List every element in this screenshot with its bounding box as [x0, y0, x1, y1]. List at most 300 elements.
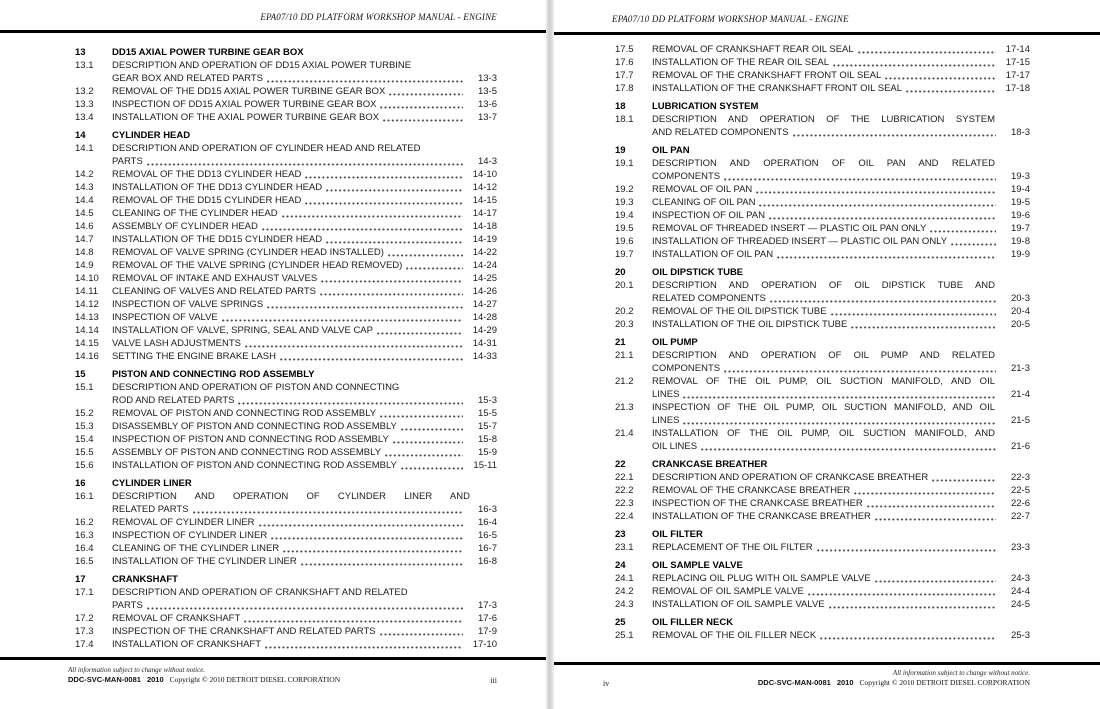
toc-section-number: 14: [75, 130, 86, 141]
footer-doc-year: 2010: [836, 678, 854, 687]
toc-entry-line: [75, 168, 497, 181]
toc-entry-title: INSTALLATION OF THE CYLINDER LINER: [112, 556, 297, 567]
toc-section-number: 16: [75, 478, 86, 489]
toc-entry-page: 14-22: [472, 247, 497, 258]
toc-section-20: [615, 266, 1030, 331]
toc-entry-page: 14-12: [472, 182, 497, 193]
toc-entry-line: [75, 285, 497, 298]
toc-entry-page: 19-6: [1010, 210, 1030, 221]
toc-entry-title: INSTALLATION OF THE OIL PUMP, OIL SUCTION MANIFOLD, AND: [652, 428, 995, 439]
toc-entry-number: 13.4: [75, 112, 94, 123]
toc-entry-line: [75, 516, 497, 529]
toc-entry-page: 15-11: [473, 460, 497, 471]
toc-entry: [75, 625, 497, 638]
toc-entry-line: [615, 585, 1030, 598]
toc-entry-title: REMOVAL OF THE DD15 CYLINDER HEAD: [112, 195, 302, 206]
toc-entry-line: [615, 292, 1030, 305]
toc-entry-title: REMOVAL OF THE OIL FILLER NECK: [652, 630, 817, 641]
leader-dots: [326, 241, 463, 244]
leader-dots: [820, 637, 996, 640]
toc-entry-line: [615, 126, 1030, 139]
toc-entry-page: 25-3: [1010, 630, 1030, 641]
toc-entry-title: INSPECTION OF VALVE: [112, 312, 218, 323]
toc-entry: [615, 427, 1030, 453]
toc-entry-number: 13.2: [75, 86, 94, 97]
leader-dots: [858, 51, 996, 54]
toc-section-title: OIL PAN: [652, 145, 690, 156]
toc-section-heading: [615, 559, 1030, 572]
leader-dots: [245, 345, 463, 348]
toc-entry-title: INSTALLATION OF VALVE, SPRING, SEAL AND VALVE CAP: [112, 325, 373, 336]
toc-entry-title: DESCRIPTION AND OPERATION OF OIL PAN AND RELATED: [652, 158, 995, 169]
toc-section-17: [75, 573, 497, 651]
toc-entry: [75, 516, 497, 529]
toc-entry: [615, 375, 1030, 401]
toc-entry-page: 24-4: [1010, 586, 1030, 597]
toc-entry-title: CLEANING OF VALVES AND RELATED PARTS: [112, 286, 316, 297]
toc-entry-page: 13-7: [477, 112, 497, 123]
toc-entry-line: [75, 638, 497, 651]
toc-entry-number: [615, 388, 652, 401]
toc-entry-page: 17-6: [477, 613, 497, 624]
toc-entry-title: INSTALLATION OF THE REAR OIL SEAL: [652, 57, 830, 68]
toc-entry-page: 15-9: [477, 447, 497, 458]
toc-entry-number: 14.16: [75, 351, 99, 362]
leader-dots: [388, 254, 463, 257]
toc-entry-number: 14.4: [75, 195, 94, 206]
leader-dots: [793, 134, 996, 137]
toc-entry: [615, 497, 1030, 510]
toc-entry-line: [615, 305, 1030, 318]
toc-entry-title: INSTALLATION OF THE DD13 CYLINDER HEAD: [112, 182, 323, 193]
toc-entry-page: 13-6: [477, 99, 497, 110]
toc-entry: [615, 349, 1030, 375]
toc-entry: [75, 111, 497, 124]
toc-entry-page: 20-5: [1010, 319, 1030, 330]
toc-entry-number: 17.2: [75, 613, 94, 624]
toc-entry-title: INSTALLATION OF THREADED INSERT — PLASTIC OIL PAN ONLY: [652, 236, 948, 247]
toc-entry: [75, 459, 497, 472]
toc-entry-page: 17-3: [477, 600, 497, 611]
toc-entry-line: [75, 194, 497, 207]
toc-section-heading: [615, 100, 1030, 113]
toc-entry-number: 21.3: [615, 402, 634, 413]
page-gutter: [546, 0, 554, 709]
toc-section-title: OIL FILLER NECK: [652, 617, 734, 628]
toc-entry-title: AND RELATED COMPONENTS: [652, 127, 789, 138]
toc-entry-page: 21-3: [1010, 363, 1030, 374]
leader-dots: [267, 306, 463, 309]
toc-entry-number: 14.12: [75, 299, 99, 310]
toc-entry-title: INSTALLATION OF THE OIL DIPSTICK TUBE: [652, 319, 848, 330]
toc-entry-title: REPLACING OIL PLUG WITH OIL SAMPLE VALVE: [652, 573, 871, 584]
toc-entry-number: 16.4: [75, 543, 94, 554]
toc-entry-title: DESCRIPTION AND OPERATION OF THE LUBRICATION SYSTEM: [652, 114, 995, 125]
leader-dots: [906, 90, 996, 93]
toc-column-right: [615, 43, 1030, 642]
toc-entry-line: [75, 181, 497, 194]
toc-entry-number: 19.6: [615, 236, 634, 247]
toc-entry-number: 14.2: [75, 169, 94, 180]
toc-entry-title: ROD AND RELATED PARTS: [112, 395, 235, 406]
toc-section-title: LUBRICATION SYSTEM: [652, 101, 759, 112]
toc-entry-page: 19-9: [1010, 249, 1030, 260]
toc-entry-line: [615, 497, 1030, 510]
toc-entry-number: [615, 126, 652, 139]
toc-entry-line: [615, 510, 1030, 523]
toc-section-18: [615, 100, 1030, 139]
toc-entry-page: 14-24: [472, 260, 497, 271]
toc-entry-number: 20.2: [615, 306, 634, 317]
toc-entry-number: 14.8: [75, 247, 94, 258]
toc-entry-number: 24.1: [615, 573, 634, 584]
leader-dots: [759, 204, 996, 207]
toc-section-title: DD15 AXIAL POWER TURBINE GEAR BOX: [112, 47, 304, 58]
toc-section-title: CYLINDER LINER: [112, 478, 192, 489]
toc-entry-line: [615, 471, 1030, 484]
footer-notice: All information subject to change without notice.: [892, 669, 1030, 677]
toc-entry-number: 19.2: [615, 184, 634, 195]
toc-section-title: PISTON AND CONNECTING ROD ASSEMBLY: [112, 369, 315, 380]
toc-section-heading: [615, 336, 1030, 349]
toc-section-25: [615, 616, 1030, 642]
toc-entry-line: [75, 446, 497, 459]
toc-entry-number: [75, 599, 112, 612]
toc-entry-title: CLEANING OF OIL PAN: [652, 197, 756, 208]
toc-entry-number: 15.6: [75, 460, 94, 471]
leader-dots: [867, 505, 996, 508]
toc-entry-number: 19.7: [615, 249, 634, 260]
leader-dots: [777, 256, 996, 259]
toc-entry-number: 22.1: [615, 472, 634, 483]
header-rule-right: [554, 32, 1100, 35]
footer-copyright: Copyright © 2010 DETROIT DIESEL CORPORATION: [169, 675, 341, 684]
toc-entry-title: INSPECTION OF THE CRANKSHAFT AND RELATED PARTS: [112, 626, 376, 637]
toc-entry-page: 14-19: [472, 234, 497, 245]
toc-entry-line: [615, 183, 1030, 196]
leader-dots: [377, 332, 463, 335]
leader-dots: [393, 441, 463, 444]
toc-entry-line: [75, 111, 497, 124]
toc-entry-page: 14-25: [472, 273, 497, 284]
toc-entry-title: REMOVAL OF CRANKSHAFT: [112, 613, 241, 624]
toc-entry: [615, 222, 1030, 235]
toc-entry-number: 19.3: [615, 197, 634, 208]
toc-entry-title: SETTING THE ENGINE BRAKE LASH: [112, 351, 277, 362]
toc-entry-page: 14-17: [472, 208, 497, 219]
toc-entry-page: 13-5: [477, 86, 497, 97]
toc-entry-line: [615, 572, 1030, 585]
toc-entry-line: [75, 503, 497, 516]
toc-section-14: [75, 129, 497, 363]
toc-entry-title: DESCRIPTION AND OPERATION OF OIL PUMP AND RELATED: [652, 350, 995, 361]
toc-entry-number: 16.5: [75, 556, 94, 567]
toc-entry: [75, 542, 497, 555]
header-rule-left: [0, 30, 546, 33]
leader-dots: [262, 228, 463, 231]
toc-entry-line: [75, 529, 497, 542]
toc-entry-title: INSPECTION OF THE CRANKCASE BREATHER: [652, 498, 863, 509]
toc-entry-number: 19.1: [615, 158, 634, 169]
toc-section-number: 23: [615, 529, 626, 540]
toc-entry-page: 14-29: [472, 325, 497, 336]
toc-entry-number: [615, 440, 652, 453]
toc-entry-line: [75, 246, 497, 259]
leader-dots: [326, 189, 463, 192]
toc-entry-number: [615, 414, 652, 427]
toc-entry-line: [75, 433, 497, 446]
toc-entry: [75, 586, 497, 612]
leader-dots: [147, 607, 463, 610]
toc-entry-title: GEAR BOX AND RELATED PARTS: [112, 73, 263, 84]
toc-entry-number: [615, 292, 652, 305]
toc-entry-number: 15.3: [75, 421, 94, 432]
toc-section-number: 25: [615, 617, 626, 628]
toc-entry-line: [615, 222, 1030, 235]
toc-entry: [615, 471, 1030, 484]
toc-entry-page: 15-8: [477, 434, 497, 445]
toc-entry-line: [75, 599, 497, 612]
toc-entry: [615, 82, 1030, 95]
toc-entry-line: [75, 381, 497, 394]
leader-dots: [854, 492, 996, 495]
toc-entry: [615, 510, 1030, 523]
toc-entry-number: [75, 72, 112, 85]
leader-dots: [265, 646, 463, 649]
toc-entry-title: OIL LINES: [652, 441, 698, 452]
page-number: iii: [490, 676, 497, 685]
toc-entry-line: [615, 248, 1030, 261]
toc-section-heading: [615, 528, 1030, 541]
toc-entry-number: 16.1: [75, 491, 94, 502]
leader-dots: [320, 293, 463, 296]
leader-dots: [283, 550, 463, 553]
toc-entry-title: INSTALLATION OF OIL PAN: [652, 249, 774, 260]
toc-entry-page: 17-18: [1005, 83, 1030, 94]
toc-entry-number: 19.5: [615, 223, 634, 234]
toc-entry-number: 17.7: [615, 70, 634, 81]
toc-section-number: 13: [75, 47, 86, 58]
toc-section-title: CRANKCASE BREATHER: [652, 459, 768, 470]
toc-entry-page: 16-8: [477, 556, 497, 567]
toc-entry-number: 14.13: [75, 312, 99, 323]
toc-section-heading: [75, 46, 497, 59]
toc-entry-page: 21-5: [1010, 415, 1030, 426]
leader-dots: [831, 313, 996, 316]
leader-dots: [951, 243, 996, 246]
footer-notice: All information subject to change without notice.: [68, 666, 206, 674]
toc-entry-page: 24-3: [1010, 573, 1030, 584]
toc-entry-number: 14.14: [75, 325, 99, 336]
leader-dots: [701, 448, 996, 451]
toc-entry-title: REMOVAL OF THE CRANKCASE BREATHER: [652, 485, 851, 496]
toc-entry-line: [75, 85, 497, 98]
toc-section-continued: [615, 43, 1030, 95]
toc-entry-page: 13-3: [477, 73, 497, 84]
leader-dots: [305, 176, 463, 179]
toc-entry-number: 17.3: [75, 626, 94, 637]
toc-entry-number: [75, 503, 112, 516]
toc-entry-title: ASSEMBLY OF PISTON AND CONNECTING ROD ASSEMBLY: [112, 447, 382, 458]
toc-section-heading: [75, 573, 497, 586]
toc-entry-number: 17.4: [75, 639, 94, 650]
toc-section-heading: [75, 129, 497, 142]
toc-entry-number: 14.6: [75, 221, 94, 232]
toc-entry-line: [615, 349, 1030, 362]
toc-entry-page: 21-4: [1010, 389, 1030, 400]
toc-entry-page: 19-4: [1010, 184, 1030, 195]
toc-entry-title: INSPECTION OF VALVE SPRINGS: [112, 299, 264, 310]
page-number: iv: [603, 679, 610, 688]
toc-entry-page: 17-15: [1005, 57, 1030, 68]
toc-entry: [75, 638, 497, 651]
toc-entry-line: [75, 72, 497, 85]
toc-entry-line: [75, 420, 497, 433]
toc-entry-page: 18-3: [1010, 127, 1030, 138]
toc-section-title: OIL FILTER: [652, 529, 703, 540]
toc-entry-line: [615, 43, 1030, 56]
toc-entry-page: 22-7: [1010, 511, 1030, 522]
running-header-right: EPA07/10 DD PLATFORM WORKSHOP MANUAL - ENGINE: [612, 14, 849, 24]
toc-entry: [75, 420, 497, 433]
toc-entry-line: [75, 459, 497, 472]
leader-dots: [683, 396, 996, 399]
toc-entry-title: REMOVAL OF THE DD15 AXIAL POWER TURBINE GEAR BOX: [112, 86, 386, 97]
toc-entry-title: COMPONENTS: [652, 363, 721, 374]
toc-entry-line: [75, 298, 497, 311]
toc-entry-title: REMOVAL OF VALVE SPRING (CYLINDER HEAD INSTALLED): [112, 247, 384, 258]
toc-entry-number: 24.3: [615, 599, 634, 610]
toc-entry-title: LINES: [652, 415, 680, 426]
toc-entry-page: 22-6: [1010, 498, 1030, 509]
toc-entry-title: INSPECTION OF THE OIL PUMP, OIL SUCTION MANIFOLD, AND OIL: [652, 402, 995, 413]
toc-entry-number: 17.1: [75, 587, 94, 598]
toc-entry-number: 19.4: [615, 210, 634, 221]
toc-entry: [75, 555, 497, 568]
toc-entry: [75, 168, 497, 181]
toc-entry: [615, 43, 1030, 56]
toc-entry-line: [615, 388, 1030, 401]
toc-section-number: 19: [615, 145, 626, 156]
toc-entry-line: [75, 142, 497, 155]
toc-section-19: [615, 144, 1030, 261]
toc-entry-line: [75, 324, 497, 337]
leader-dots: [147, 163, 463, 166]
toc-entry-line: [75, 233, 497, 246]
toc-entry: [75, 207, 497, 220]
toc-entry-title: REMOVAL OF THREADED INSERT — PLASTIC OIL PAN ONLY: [652, 223, 927, 234]
toc-entry-title: REMOVAL OF OIL PAN: [652, 184, 753, 195]
leader-dots: [280, 358, 463, 361]
toc-entry-number: 25.1: [615, 630, 634, 641]
toc-entry-number: 20.3: [615, 319, 634, 330]
toc-entry-page: 17-10: [472, 639, 497, 650]
toc-entry-title: LINES: [652, 389, 680, 400]
leader-dots: [259, 524, 463, 527]
toc-entry-title: ASSEMBLY OF CYLINDER HEAD: [112, 221, 258, 232]
toc-entry-line: [615, 209, 1030, 222]
toc-entry-number: 14.1: [75, 143, 94, 154]
toc-entry-number: 16.2: [75, 517, 94, 528]
toc-entry-title: INSTALLATION OF THE AXIAL POWER TURBINE GEAR BOX: [112, 112, 380, 123]
toc-entry-number: 17.5: [615, 44, 634, 55]
toc-entry-line: [75, 337, 497, 350]
toc-entry-number: 23.1: [615, 542, 634, 553]
toc-entry-page: 15-5: [477, 408, 497, 419]
toc-entry: [615, 484, 1030, 497]
toc-section-title: OIL DIPSTICK TUBE: [652, 267, 744, 278]
toc-entry-page: 16-3: [477, 504, 497, 515]
toc-entry-number: 22.2: [615, 485, 634, 496]
leader-dots: [724, 370, 996, 373]
leader-dots: [380, 633, 463, 636]
toc-entry-page: 15-3: [477, 395, 497, 406]
toc-entry-page: 23-3: [1010, 542, 1030, 553]
toc-entry: [75, 285, 497, 298]
toc-entry: [615, 209, 1030, 222]
toc-entry-number: 17.6: [615, 57, 634, 68]
toc-entry-line: [615, 629, 1030, 642]
toc-entry-title: CLEANING OF THE CYLINDER HEAD: [112, 208, 278, 219]
toc-section-title: OIL PUMP: [652, 337, 698, 348]
toc-section-24: [615, 559, 1030, 611]
toc-entry-number: 15.2: [75, 408, 94, 419]
toc-entry-line: [75, 490, 497, 503]
leader-dots: [380, 415, 463, 418]
toc-entry: [615, 629, 1030, 642]
toc-section-heading: [615, 616, 1030, 629]
toc-entry-number: 14.7: [75, 234, 94, 245]
toc-entry: [75, 272, 497, 285]
leader-dots: [305, 202, 463, 205]
toc-entry-page: 19-8: [1010, 236, 1030, 247]
toc-entry-line: [615, 427, 1030, 440]
toc-section-heading: [615, 458, 1030, 471]
toc-entry: [75, 407, 497, 420]
toc-section-13: [75, 46, 497, 124]
toc-entry-page: 14-27: [472, 299, 497, 310]
leader-dots: [406, 267, 463, 270]
toc-entry-title: DESCRIPTION AND OPERATION OF OIL DIPSTICK TUBE AND: [652, 280, 995, 291]
leader-dots: [724, 178, 996, 181]
toc-entry-page: 16-7: [477, 543, 497, 554]
toc-entry-page: 17-14: [1005, 44, 1030, 55]
toc-entry-number: 21.1: [615, 350, 634, 361]
toc-entry-title: REMOVAL OF OIL SAMPLE VALVE: [652, 586, 804, 597]
toc-section-23: [615, 528, 1030, 554]
toc-entry-line: [615, 362, 1030, 375]
toc-section-15: [75, 368, 497, 472]
toc-entry-line: [75, 407, 497, 420]
toc-entry-line: [615, 56, 1030, 69]
leader-dots: [321, 280, 463, 283]
toc-entry-title: DESCRIPTION AND OPERATION OF PISTON AND CONNECTING: [112, 382, 400, 393]
toc-entry-page: 19-3: [1010, 171, 1030, 182]
toc-entry-title: PARTS: [112, 156, 143, 167]
toc-entry: [75, 142, 497, 168]
footer-doc-year: 2010: [146, 675, 164, 684]
toc-entry-line: [75, 155, 497, 168]
toc-entry-title: REMOVAL OF PISTON AND CONNECTING ROD ASSEMBLY: [112, 408, 377, 419]
toc-entry-title: REMOVAL OF CYLINDER LINER: [112, 517, 255, 528]
toc-entry-line: [615, 170, 1030, 183]
leader-dots: [875, 580, 996, 583]
leader-dots: [222, 319, 463, 322]
leader-dots: [851, 326, 996, 329]
toc-section-title: CYLINDER HEAD: [112, 130, 191, 141]
toc-entry-line: [75, 272, 497, 285]
toc-entry: [75, 233, 497, 246]
